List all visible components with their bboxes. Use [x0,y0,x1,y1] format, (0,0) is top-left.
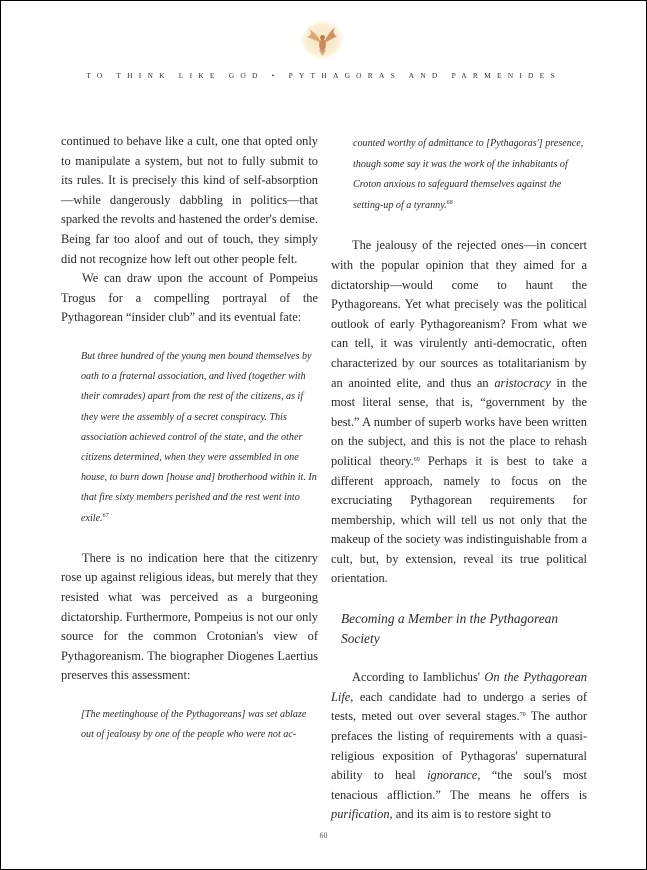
emphasis: aristocracy [494,375,551,390]
quote-text: But three hundred of the young men bound themselves by oath to a fraternal association, and lived (together with their comrades) apart from the rest of the citizens, as if they were the assembly of a secret conspiracy. This association achieved control of the state, and the other citizens determined, when they were assembled in one house, to burn down [house and] brotherhood within it. In that fire sixty members perished and the rest went into exile. [81,350,317,524]
footnote-ref: 67 [102,512,109,519]
footnote-ref: 70 [519,712,526,719]
winged-figure-ornament-icon [299,19,345,61]
block-quote: [The meetinghouse of the Pythagoreans] was set ablaze out of jealousy by one of the people who were not ac- [81,708,307,741]
footnote-ref: 69 [413,456,420,463]
paragraph: continued to behave like a cult, one that opted only to manipulate a system, but not to fully submit to its rules. It is precisely this kind of self-absorption—while dangerously dabbling in politics—that sparked the revolts and hastened the order's demise. Being far too aloof and out of touch, they simply did not recognize how left out other people felt. [61,134,318,266]
emphasis: ignorance [427,768,478,783]
paragraph: According to Iamblichus' On the Pythagorean Life, each candidate had to undergo a series of tests, meted out over several stages.$^{70}$ The author prefaces the listing of requirements with a quasi-religious exposition of Pythagoras' supernatural ability to heal ignorance, “the soul's most tenacious affliction.” The means he offers is purification, and its aim is to restore sight to [331,670,588,822]
right-column [331,134,587,825]
page-number: 60 [319,831,328,840]
book-title: On the Pythagorean Life [331,670,587,704]
paragraph: We can draw upon the account of Pompeius Trogus for a compelling portrayal of the Pythagorean “insider club” and its eventual fate: [61,271,318,325]
section-heading: Becoming a Member in the Pythagorean Society [341,611,559,646]
emphasis: purification [331,807,390,822]
block-quote [331,134,587,216]
paragraph: There is no indication here that the citizenry rose up against religious ideas, but merely that they resisted what was perceived as a burgeoning dictatorship. Furthermore, Pompeius is not our only source for the common Crotonian's view of Pythagoreanism. The biographer Diogenes Laertius preserves this assessment: [61,550,318,683]
block-quote [61,347,318,529]
left-column [61,132,318,745]
running-head: TO THINK LIKE GOD • PYTHAGORAS AND PARMENIDES [86,71,561,80]
footnote-ref: 68 [446,199,453,206]
paragraph: The jealousy of the rejected ones—in concert with the popular opinion that they aimed for a dictatorship—would come to haunt the Pythagoreans. Yet what precisely was the political outlook of early Pythagoreanism? From what we can tell, it was virulently anti-democratic, often characterized by our sources as totalitarianism by an anointed elite, and thus an aristocracy in the most literal sense, that is, “government by the best.” A number of superb works have been written on the subject, and this is not the place to rehash political theory.$^{69}$ Perhaps it is best to take a different approach, namely to focus on the excruciating Pythagorean requirements for membership, which will tell us not only that the makeup of the society was indistinguishable from a cult, but, by extension, reveal its true political orientation. [331,238,587,586]
quote-text: counted worthy of admittance to [Pythagoras'] presence, though some say it was the work of the inhabitants of Croton anxious to safeguard themselves against the setting-up of a tyranny. [353,138,584,211]
